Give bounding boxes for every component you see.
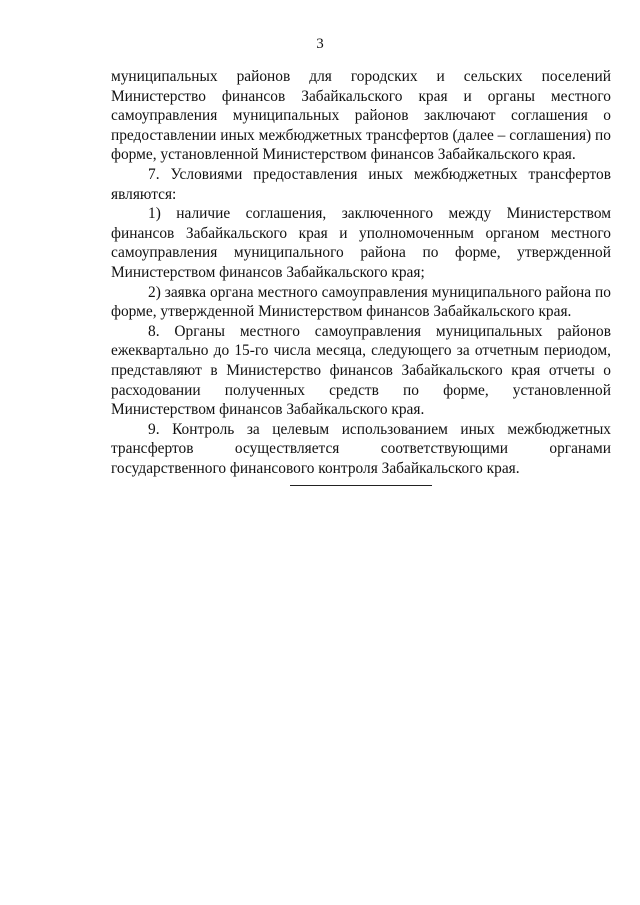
paragraph-subitem-1: 1) наличие соглашения, заключенного между Министерством финансов Забайкальского края и уполномоченным органом местного самоуправления муниципального района по форме, утвержденной Министерством финансов Забайкальского края;: [111, 205, 611, 281]
paragraph-continuation: муниципальных районов для городских и сельских поселений Министерство финансов Забайкальского края и органы местного самоуправления муниципальных районов заключают соглашения о предоставлении иных межбюджетных трансфертов (далее – соглашения) по форме, установленной Министерством финансов Забайкальского края.: [111, 68, 611, 164]
document-body: [111, 67, 611, 478]
paragraph-item-8: 8. Органы местного самоуправления муниципальных районов ежеквартально до 15-го числа месяца, следующего за отчетным периодом, представляют в Министерство финансов Забайкальского края отчеты о расходовании полученных средств по форме, установленной Министерством финансов Забайкальского края.: [111, 322, 611, 419]
page-number: 3: [316, 36, 324, 52]
paragraph-subitem-2: 2) заявка органа местного самоуправления муниципального района по форме, утвержденной Министерством финансов Забайкальского края.: [111, 283, 611, 321]
end-of-document-divider: [290, 485, 432, 486]
paragraph-item-7: 7. Условиями предоставления иных межбюджетных трансфертов являются:: [111, 165, 611, 203]
paragraph-item-9: 9. Контроль за целевым использованием иных межбюджетных трансфертов осуществляется соответствующими органами государственного финансового контроля Забайкальского края.: [111, 420, 611, 477]
